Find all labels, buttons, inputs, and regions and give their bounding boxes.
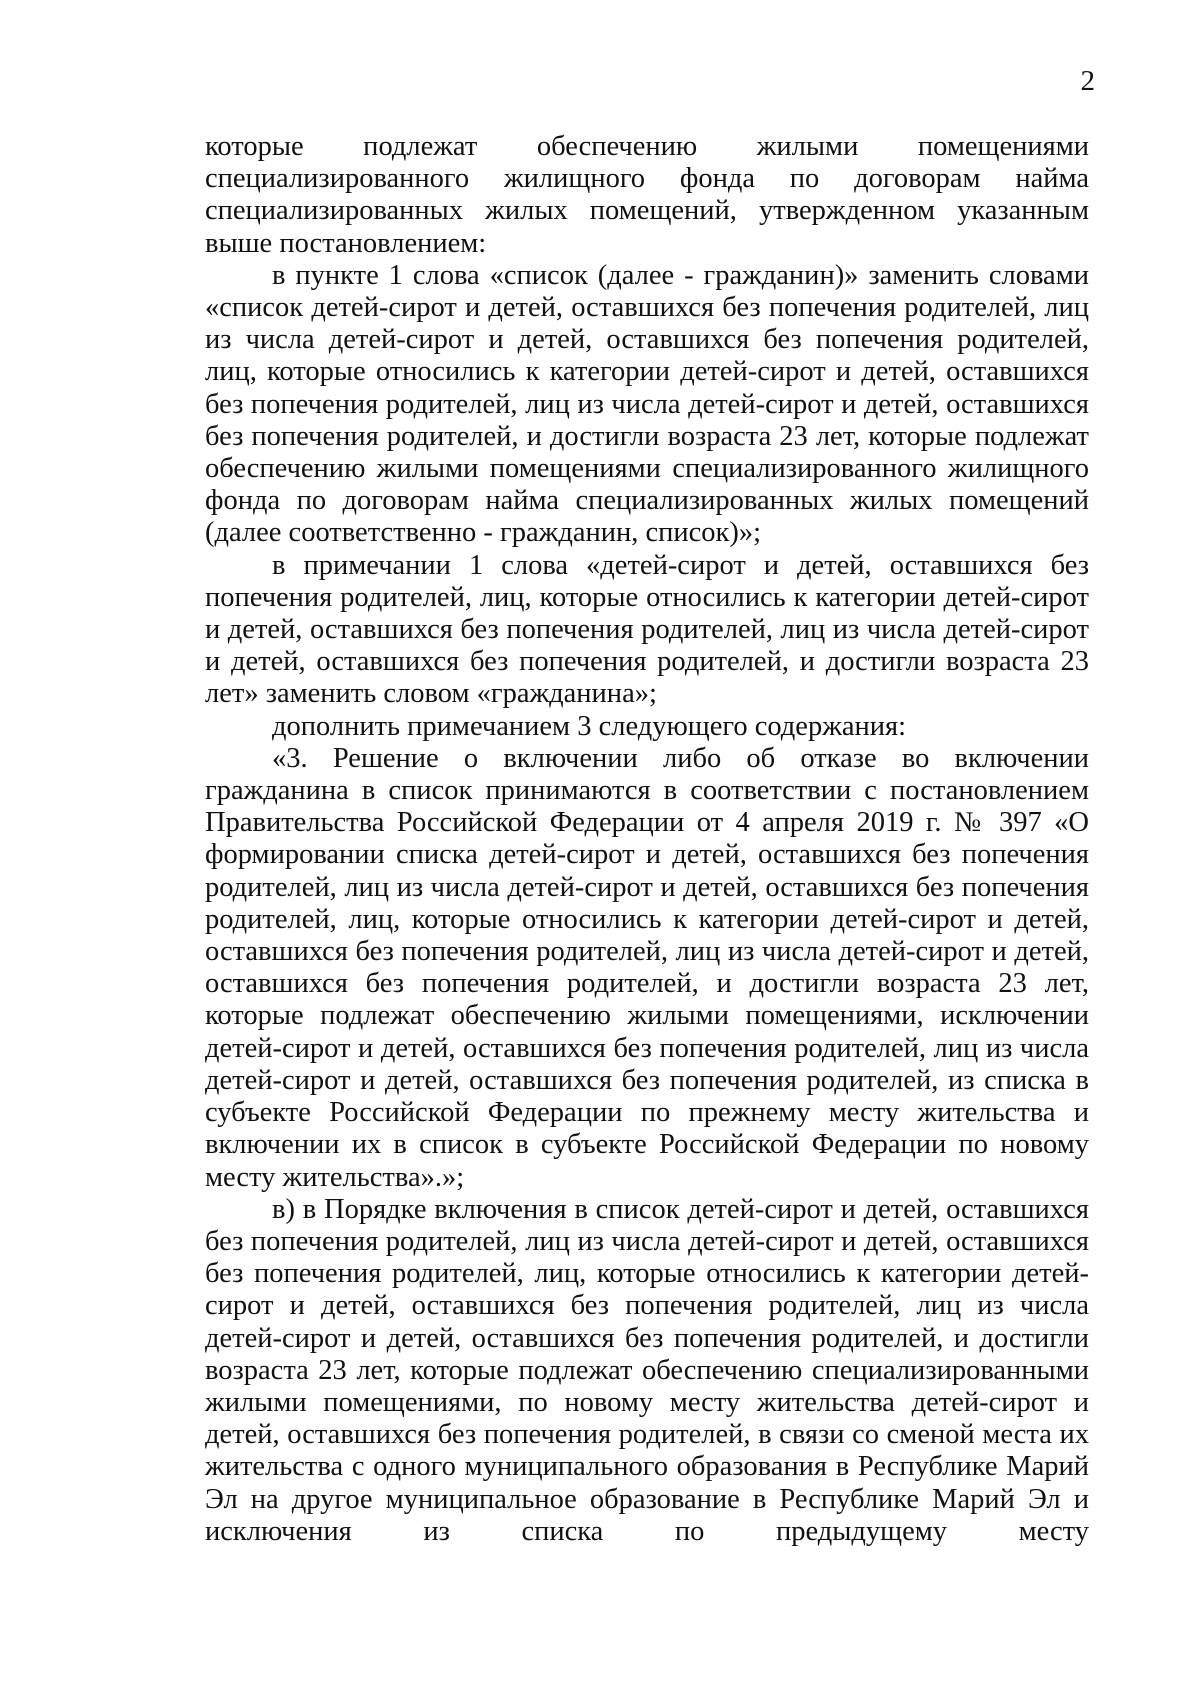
paragraph-note-1-amendment: в примечании 1 слова «детей-сирот и детей, оставшихся без попечения родителей, лиц, которые относились к категории детей-сирот и детей, оставшихся без попечения родителей, лиц из числа детей-сирот и детей, оставшихся без попечения родителей, и достигли возраста 23 лет» заменить словом «гражданина»; (205, 549, 1089, 710)
paragraph-item-v: в) в Порядке включения в список детей-сирот и детей, оставшихся без попечения родителей, лиц из числа детей-сирот и детей, оставшихся без попечения родителей, лиц, которые относились к категории детей-сирот и детей, оставшихся без попечения родителей, лиц из числа детей-сирот и детей, оставшихся без попечения родителей, и достигли возраста 23 лет, которые подлежат обеспечению специализированными жилыми помещениями, по новому месту жительства детей-сирот и детей, оставшихся без попечения родителей, в связи со сменой места их жительства с одного муниципального образования в Республике Марий Эл на другое муниципальное образование в Республике Марий Эл и исключения из списка по предыдущему месту (205, 1193, 1089, 1547)
paragraph-continuation: которые подлежат обеспечению жилыми помещениями специализированного жилищного фонда по договорам найма специализированных жилых помещений, утвержденном указанным выше постановлением: (205, 131, 1089, 259)
paragraph-note-3-intro: дополнить примечанием 3 следующего содержания: (272, 710, 907, 742)
paragraph-note-3-text: «3. Решение о включении либо об отказе во включении гражданина в список принимаются в соответствии с постановлением Правительства Российской Федерации от 4 апреля 2019 г. № 397 «О формировании списка детей-сирот и детей, оставшихся без попечения родителей, лиц из числа детей-сирот и детей, оставшихся без попечения родителей, лиц, которые относились к категории детей-сирот и детей, оставшихся без попечения родителей, лиц из числа детей-сирот и детей, оставшихся без попечения родителей, и достигли возраста 23 лет, которые подлежат обеспечению жилыми помещениями, исключении детей-сирот и детей, оставшихся без попечения родителей, лиц из числа детей-сирот и детей, оставшихся без попечения родителей, из списка в субъекте Российской Федерации по прежнему месту жительства и включении их в список в субъекте Российской Федерации по новому месту жительства».»; (205, 742, 1089, 1193)
document-body (205, 131, 1089, 1548)
page-number: 2 (1080, 65, 1095, 97)
paragraph-point-1-amendment: в пункте 1 слова «список (далее - гражданин)» заменить словами «список детей-сирот и детей, оставшихся без попечения родителей, лиц из числа детей-сирот и детей, оставшихся без попечения родителей, лиц, которые относились к категории детей-сирот и детей, оставшихся без попечения родителей, лиц из числа детей-сирот и детей, оставшихся без попечения родителей, и достигли возраста 23 лет, которые подлежат обеспечению жилыми помещениями специализированного жилищного фонда по договорам найма специализированных жилых помещений (далее соответственно - гражданин, список)»; (205, 259, 1089, 549)
